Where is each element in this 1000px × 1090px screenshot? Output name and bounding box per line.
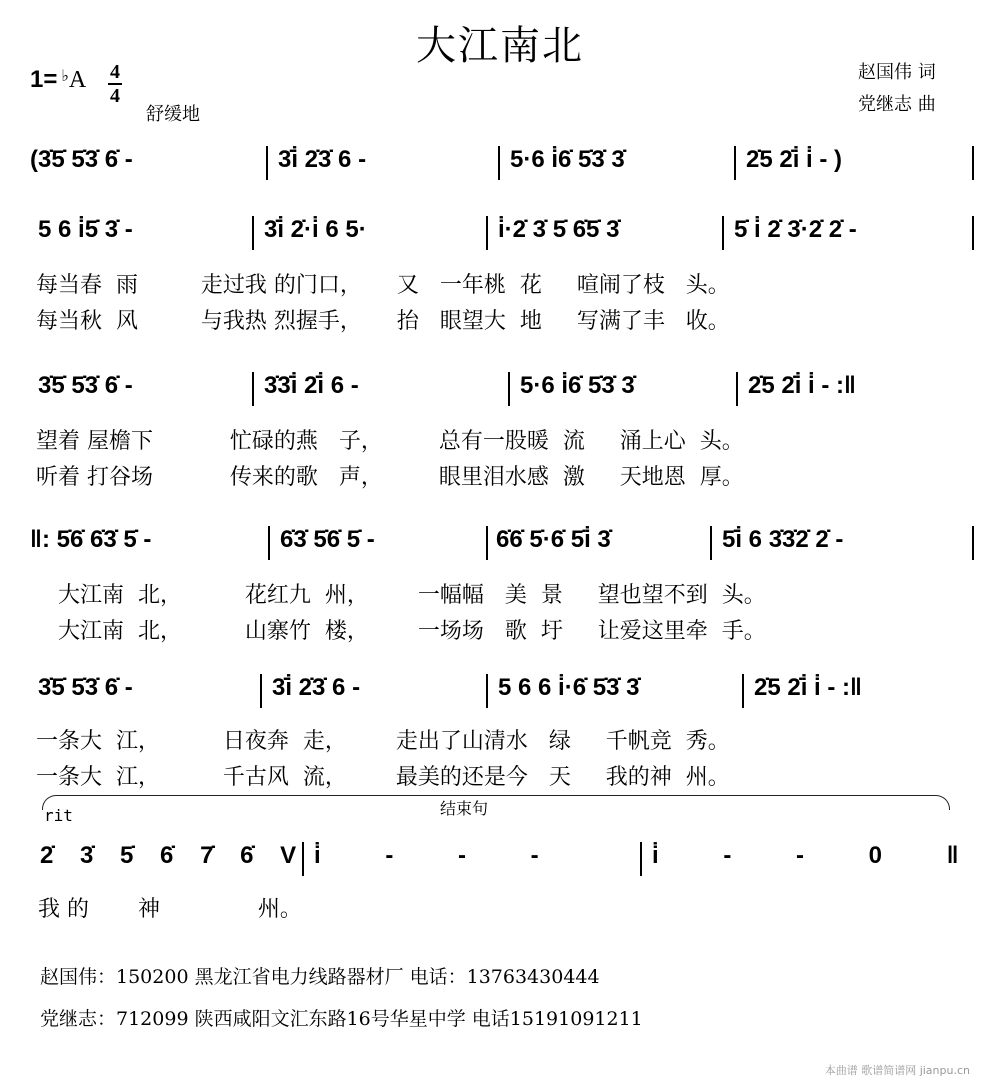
measure: 3̇3̇i̇ 2̇i̇ 6 - xyxy=(264,372,359,399)
measure: 2̇5 2̇i̇ i̇ - :‖ xyxy=(754,674,862,701)
song-title: 大江南北 xyxy=(416,23,584,69)
measure: 5̇ i̇ 2̇ 3̇·2̇ 2̇ - xyxy=(734,216,857,243)
barline xyxy=(640,842,642,876)
notes-row xyxy=(30,668,980,708)
barline xyxy=(260,674,262,708)
lyrics-ending: 我 的 神 州。 xyxy=(38,897,302,922)
measure: 6̇3̇ 5̇6̇ 5̇ - xyxy=(280,526,375,553)
meter-top: 4 xyxy=(110,61,120,83)
measure: (3̇5̇ 5̇3̇ 6̇ - xyxy=(30,146,133,173)
time-signature xyxy=(108,62,122,106)
measure: i̇·2̇ 3̇ 5̇ 6̇5̇ 3̇ xyxy=(498,216,620,243)
staff-line-3 xyxy=(0,366,1000,406)
ritardando-marking: rit xyxy=(44,806,73,825)
ending-label: 结束句 xyxy=(440,799,489,818)
barline xyxy=(722,216,724,250)
lyricist-contact: 赵国伟：150200 黑龙江省电力线路器材厂 电话：13763430444 xyxy=(40,966,600,988)
lyrics-verse-1: 大江南 北， 花红九 州， 一幅幅 美 景 望也望不到 头。 xyxy=(58,583,766,608)
measure: 6̇6̇ 5̇·6̇ 5̇i̇ 3̇ xyxy=(496,526,611,553)
notes-row xyxy=(30,366,980,406)
notes-row xyxy=(30,210,980,250)
barline xyxy=(710,526,712,560)
measure: 3̇i̇ 2̇3̇ 6 - xyxy=(278,146,367,173)
flat-icon: ♭ xyxy=(61,68,69,85)
staff-line-1 xyxy=(0,140,1000,180)
barline xyxy=(736,372,738,406)
measure: i̇ - - 0 ‖ xyxy=(652,842,959,869)
barline xyxy=(486,216,488,250)
measure: 2̇5 2̇i̇ i̇ - :‖ xyxy=(748,372,856,399)
barline xyxy=(972,526,974,560)
barline xyxy=(268,526,270,560)
tempo-marking: 舒缓地 xyxy=(146,104,200,125)
composer-contact: 党继志：712099 陕西咸阳文汇东路16号华星中学 电话15191091211 xyxy=(40,1008,643,1030)
ending-bracket xyxy=(42,795,950,810)
staff-line-2 xyxy=(0,210,1000,250)
barline xyxy=(252,372,254,406)
measure: 2̇ 3̇ 5̇ 6̇ 7̇ 6̇ V xyxy=(40,842,297,869)
barline xyxy=(972,216,974,250)
measure: 5̇i̇ 6 3̇3̇2̇ 2̇ - xyxy=(722,526,844,553)
lyrics-verse-1: 一条大 江， 日夜奔 走， 走出了山清水 绿 千帆竞 秀。 xyxy=(36,729,730,754)
notes-row xyxy=(30,140,980,180)
key-signature xyxy=(30,66,86,94)
measure: ‖: 5̇6̇ 6̇3̇ 5̇ - xyxy=(30,526,152,553)
measure: 3̇i̇ 2̇3̇ 6 - xyxy=(272,674,361,701)
lyrics-verse-2: 每当秋 风 与我热 烈握手， 抬 眼望大 地 写满了丰 收。 xyxy=(36,309,730,334)
measure: i̇ - - - xyxy=(314,842,539,869)
barline xyxy=(498,146,500,180)
barline xyxy=(972,146,974,180)
staff-line-4 xyxy=(0,520,1000,560)
staff-line-5 xyxy=(0,668,1000,708)
meter-bottom: 4 xyxy=(110,85,120,107)
lyrics-verse-1: 望着 屋檐下 忙碌的燕 子， 总有一股暖 流 涌上心 头。 xyxy=(36,429,744,454)
barline xyxy=(486,674,488,708)
measure: 3̇i̇ 2̇·i̇ 6 5· xyxy=(264,216,367,243)
measure: 5·6 i̇6̇ 5̇3̇ 3̇ xyxy=(520,372,635,399)
barline xyxy=(302,842,304,876)
barline xyxy=(508,372,510,406)
notes-row xyxy=(30,836,980,876)
barline xyxy=(486,526,488,560)
barline xyxy=(742,674,744,708)
lyricist-credit: 赵国伟 词 xyxy=(858,62,936,83)
key-letter: A xyxy=(68,67,87,93)
barline xyxy=(252,216,254,250)
lyrics-verse-2: 听着 打谷场 传来的歌 声， 眼里泪水感 激 天地恩 厚。 xyxy=(36,465,744,490)
lyrics-verse-1: 每当春 雨 走过我 的门口， 又 一年桃 花 喧闹了枝 头。 xyxy=(36,273,730,298)
measure: 5 6 6 i̇·6̇ 5̇3̇ 3̇ xyxy=(498,674,640,701)
measure: 5·6 i̇6̇ 5̇3̇ 3̇ xyxy=(510,146,625,173)
measure: 3̇5̇ 5̇3̇ 6̇ - xyxy=(38,372,133,399)
measure: 3̇5̇ 5̇3̇ 6̇ - xyxy=(38,674,133,701)
watermark: 本曲谱 歌谱简谱网 jianpu.cn xyxy=(824,1064,970,1077)
barline xyxy=(734,146,736,180)
measure: 2̇5 2̇i̇ i̇ - ) xyxy=(746,146,843,173)
staff-line-6 xyxy=(0,836,1000,876)
barline xyxy=(266,146,268,180)
lyrics-verse-2: 大江南 北， 山寨竹 楼， 一场场 歌 圩 让爱这里牵 手。 xyxy=(58,619,766,644)
composer-credit: 党继志 曲 xyxy=(858,94,936,115)
measure: 5 6 i̇5̇ 3̇ - xyxy=(38,216,133,243)
lyrics-verse-2: 一条大 江， 千古风 流， 最美的还是今 天 我的神 州。 xyxy=(36,765,730,790)
key-num: 1= xyxy=(30,66,58,93)
notes-row xyxy=(30,520,980,560)
